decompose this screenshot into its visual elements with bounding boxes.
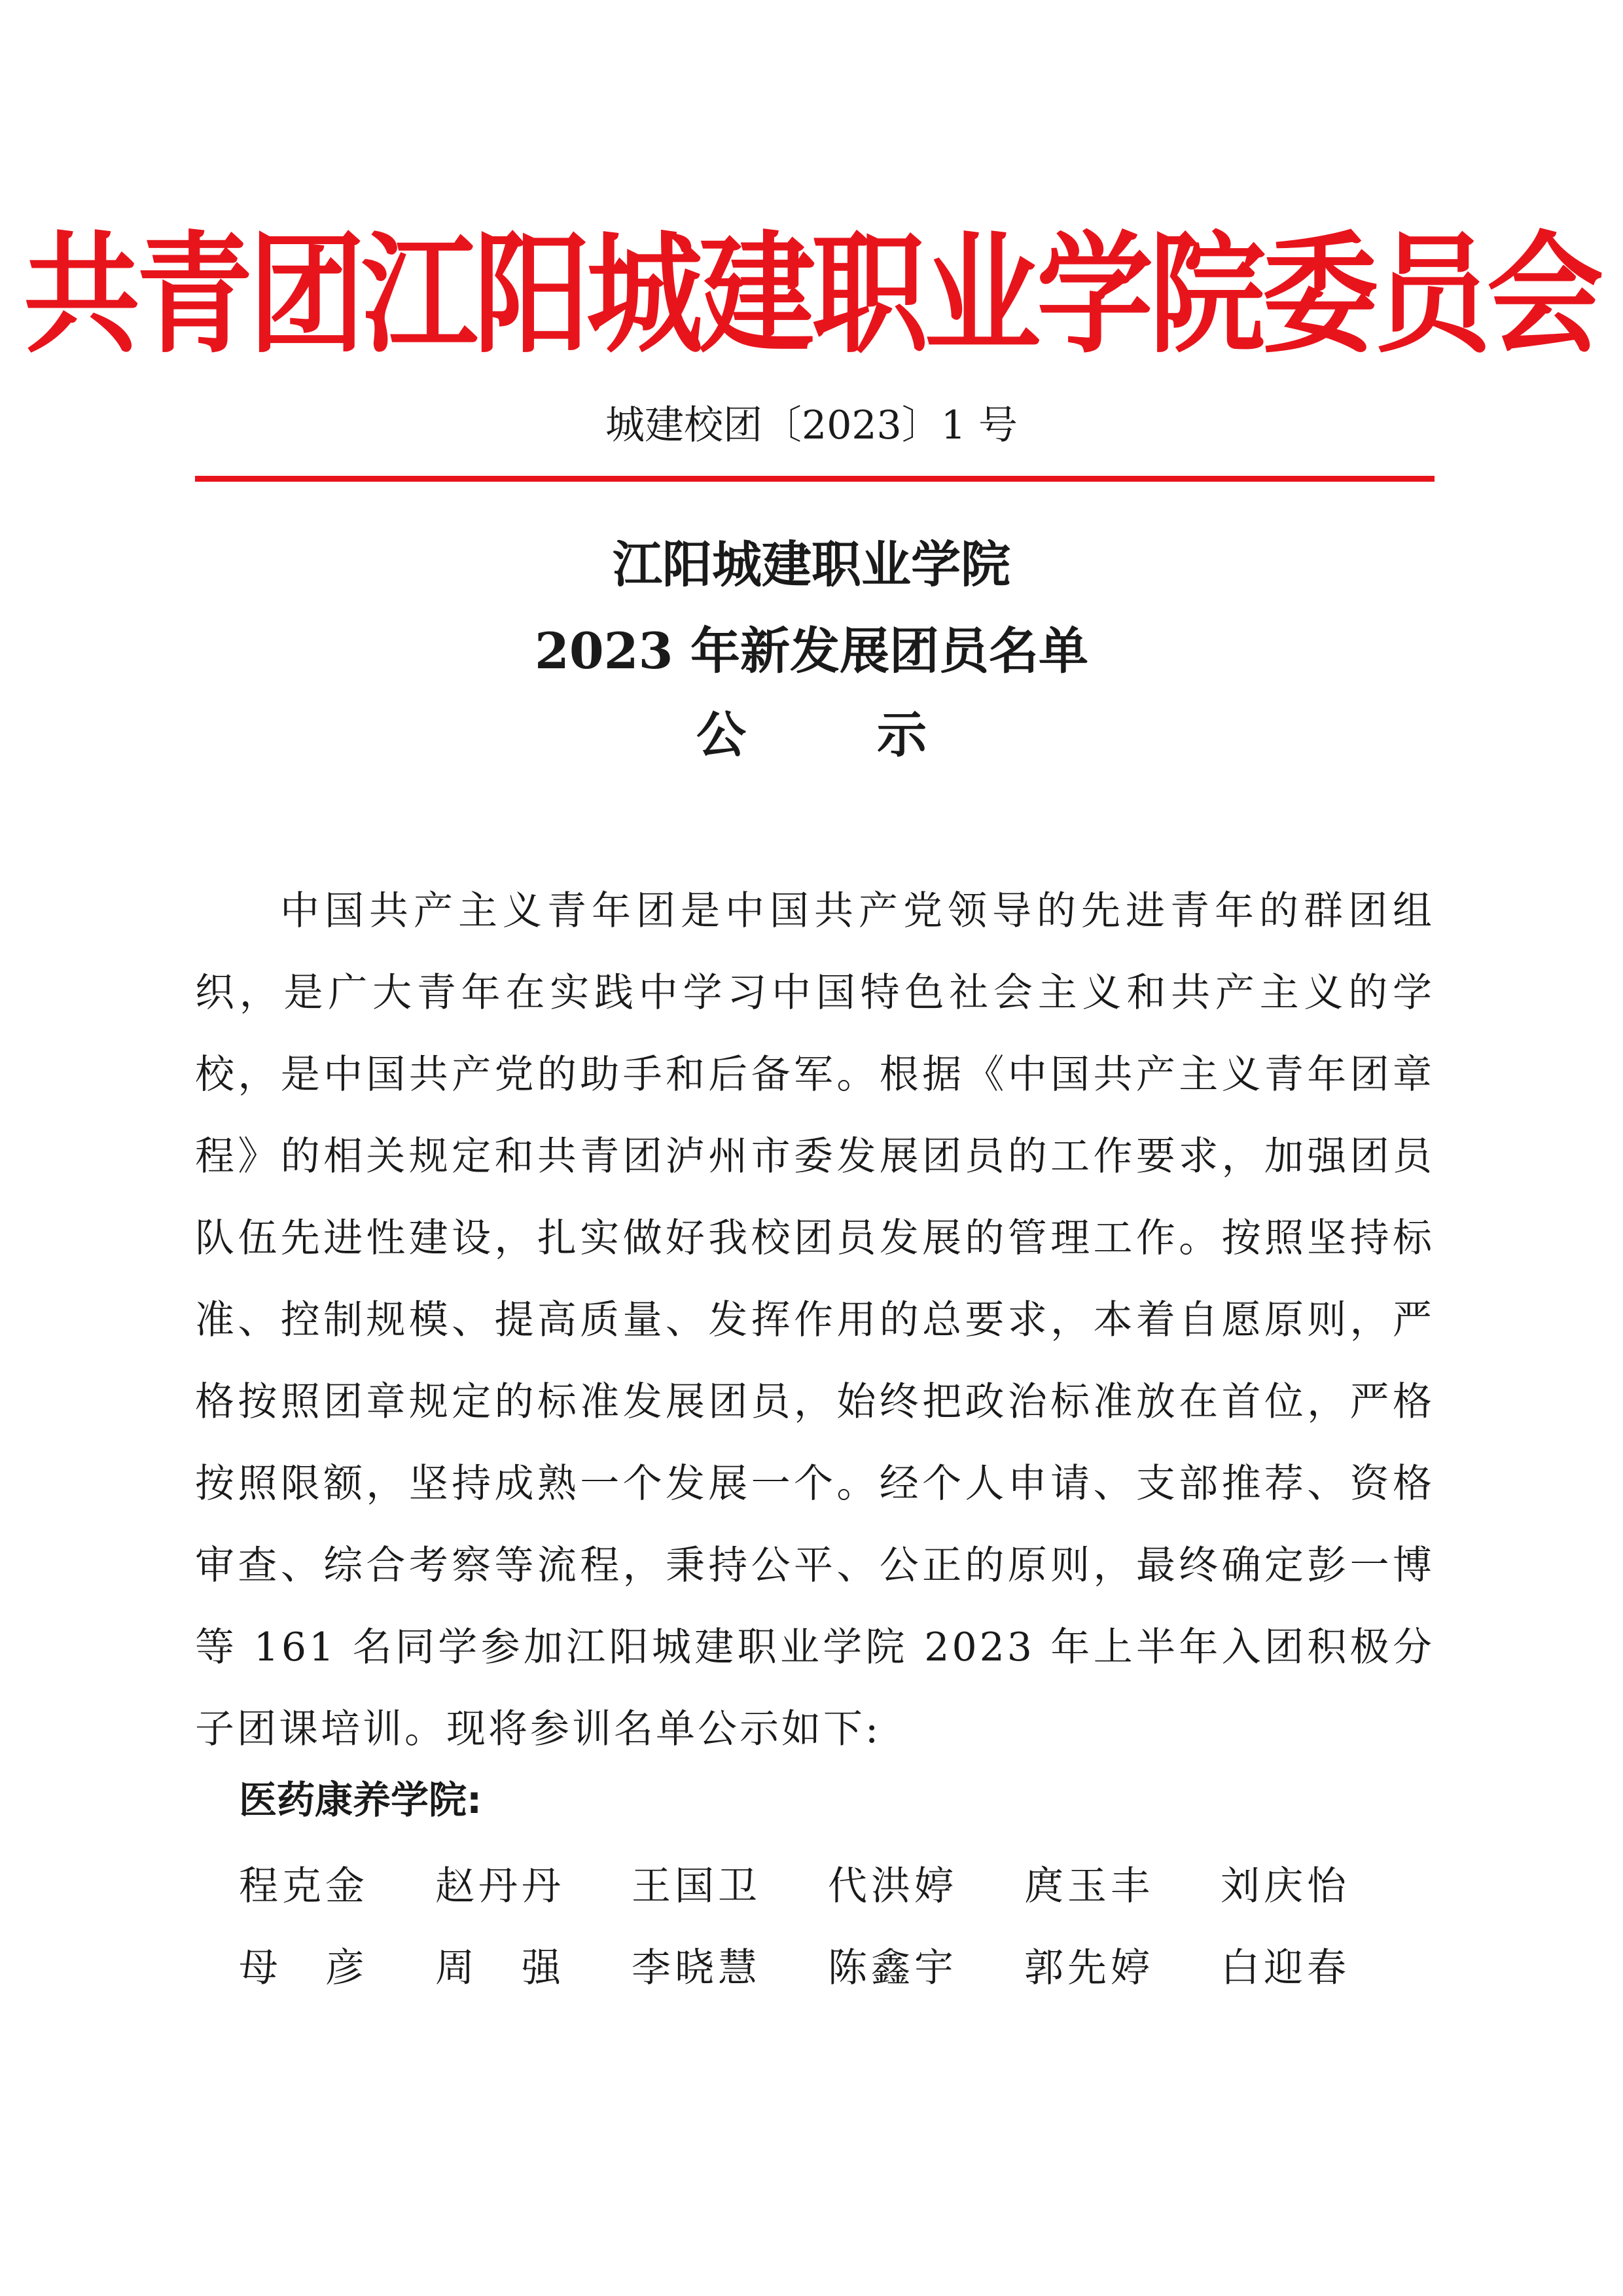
red-divider-line — [195, 476, 1435, 482]
section-heading: 医药康养学院: — [239, 1778, 482, 1822]
name-item: 赵丹丹 — [435, 1863, 565, 1909]
name-item: 代洪婷 — [828, 1863, 957, 1909]
name-item: 王国卫 — [632, 1863, 761, 1909]
document-number: 城建校团〔2023〕1 号 — [605, 403, 1018, 448]
name-item: 母 彦 — [239, 1945, 368, 1991]
name-item: 周 强 — [435, 1945, 565, 1991]
title-line-3: 公示 — [696, 706, 1058, 764]
name-item: 李晓慧 — [632, 1945, 761, 1991]
issuing-organization-header: 共青团江阳城建职业学院委员会 — [24, 217, 1599, 371]
body-paragraph: 中国共产主义青年团是中国共产党领导的先进青年的群团组织，是广大青年在实践中学习中国特色社会主义和共产主义的学校，是中国共产党的助手和后备军。根据《中国共产主义青年团章程》的相关规定和共青团泸州市委发展团员的工作要求，加强团员队伍先进性建设，扎实做好我校团员发展的管理工作。按照坚持标准、控制规模、提高质量、发挥作用的总要求，本着自愿原则，严格按照团章规定的标准发展团员，始终把政治标准放在首位，严格按照限额，坚持成熟一个发展一个。经个人申请、支部推荐、资格审查、综合考察等流程，秉持公平、公正的原则，最终确定彭一博等 161 名同学参加江阳城建职业学院 2023 年上半年入团积极分子团课培训。现将参训名单公示如下: — [195, 888, 1435, 1752]
name-item: 庹玉丰 — [1024, 1863, 1154, 1909]
name-item: 程克金 — [239, 1863, 368, 1909]
name-item: 陈鑫宇 — [828, 1945, 957, 1991]
name-item: 白迎春 — [1221, 1945, 1350, 1991]
title-line-2: 2023 年新发展团员名单 — [535, 622, 1088, 680]
name-item: 郭先婷 — [1024, 1945, 1154, 1991]
name-list — [239, 1846, 1417, 2009]
title-line-1: 江阳城建职业学院 — [613, 535, 1010, 594]
name-item: 刘庆怡 — [1221, 1863, 1350, 1909]
